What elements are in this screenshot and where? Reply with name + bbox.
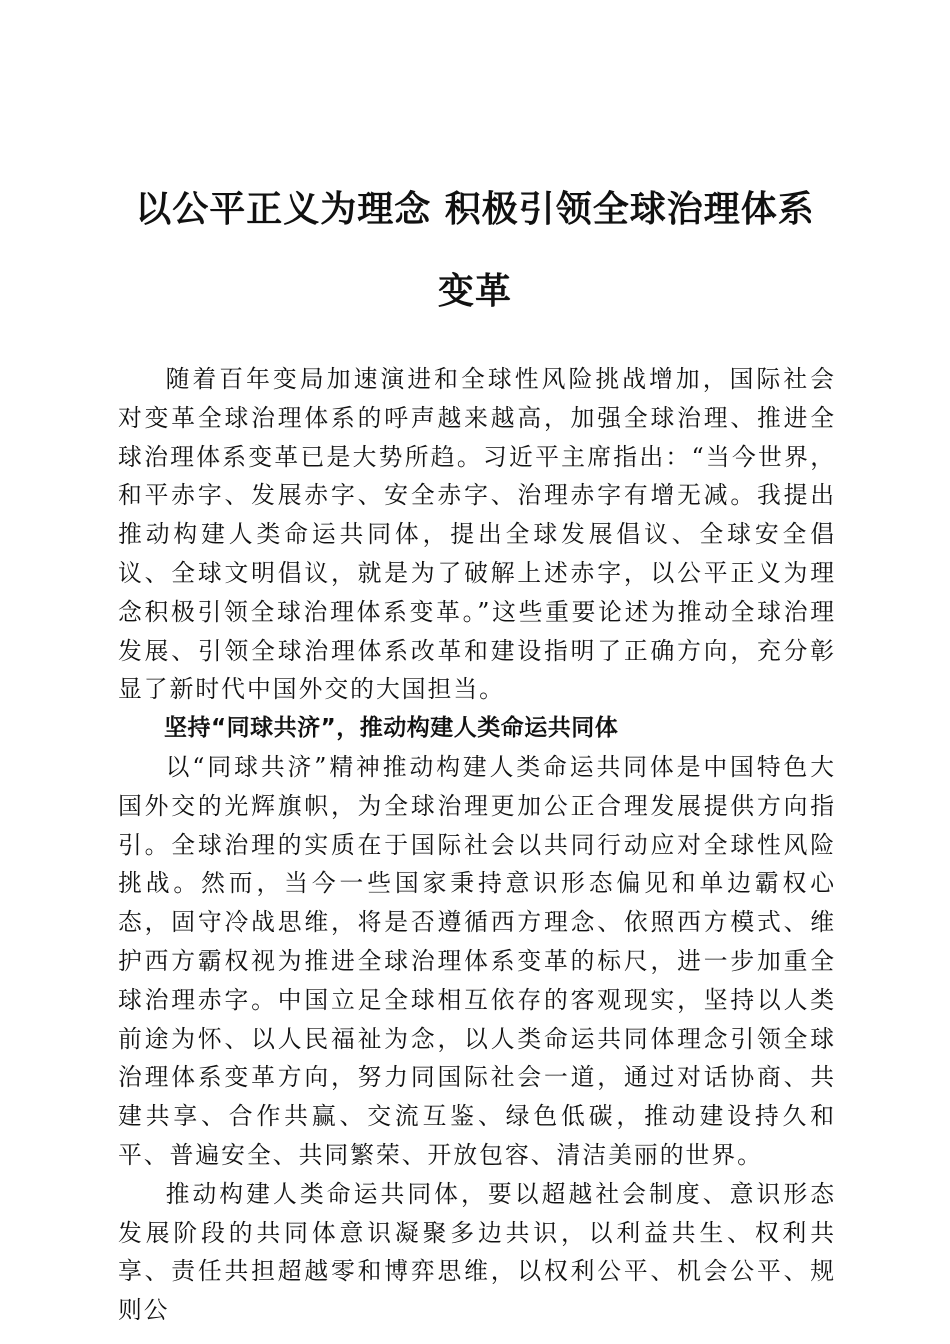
paragraph-section-1: 以“同球共济”精神推动构建人类命运共同体是中国特色大国外交的光辉旗帜，为全球治理更加公正合理发展提供方向指引。全球治理的实质在于国际社会以共同行动应对全球性风险挑战。然而，当今一些国家秉持意识形态偏见和单边霸权心态，固守冷战思维，将是否遵循西方理念、依照西方模式、维护西方霸权视为推进全球治理体系变革的标尺，进一步加重全球治理赤字。中国立足全球相互依存的客观现实，坚持以人类前途为怀、以人民福祉为念，以人类命运共同体理念引领全球治理体系变革方向，努力同国际社会一道，通过对话协商、共建共享、合作共赢、交流互鉴、绿色低碳，推动建设持久和平、普遍安全、共同繁荣、开放包容、清洁美丽的世界。 [118,752,836,1169]
document-title: 以公平正义为理念 积极引领全球治理体系变革 [135,188,815,312]
section-heading: 坚持“同球共济”，推动构建人类命运共同体 [164,715,619,742]
document-body [118,360,836,1330]
paragraph-section-2: 推动构建人类命运共同体，要以超越社会制度、意识形态发展阶段的共同体意识凝聚多边共识，以利益共生、权利共享、责任共担超越零和博弈思维，以权利公平、机会公平、规则公 [118,1179,836,1325]
paragraph-intro: 随着百年变局加速演进和全球性风险挑战增加，国际社会对变革全球治理体系的呼声越来越高，加强全球治理、推进全球治理体系变革已是大势所趋。习近平主席指出：“当今世界，和平赤字、发展赤字、安全赤字、治理赤字有增无减。我提出推动构建人类命运共同体，提出全球发展倡议、全球安全倡议、全球文明倡议，就是为了破解上述赤字，以公平正义为理念积极引领全球治理体系变革。”这些重要论述为推动全球治理发展、引领全球治理体系改革和建设指明了正确方向，充分彰显了新时代中国外交的大国担当。 [118,365,836,704]
